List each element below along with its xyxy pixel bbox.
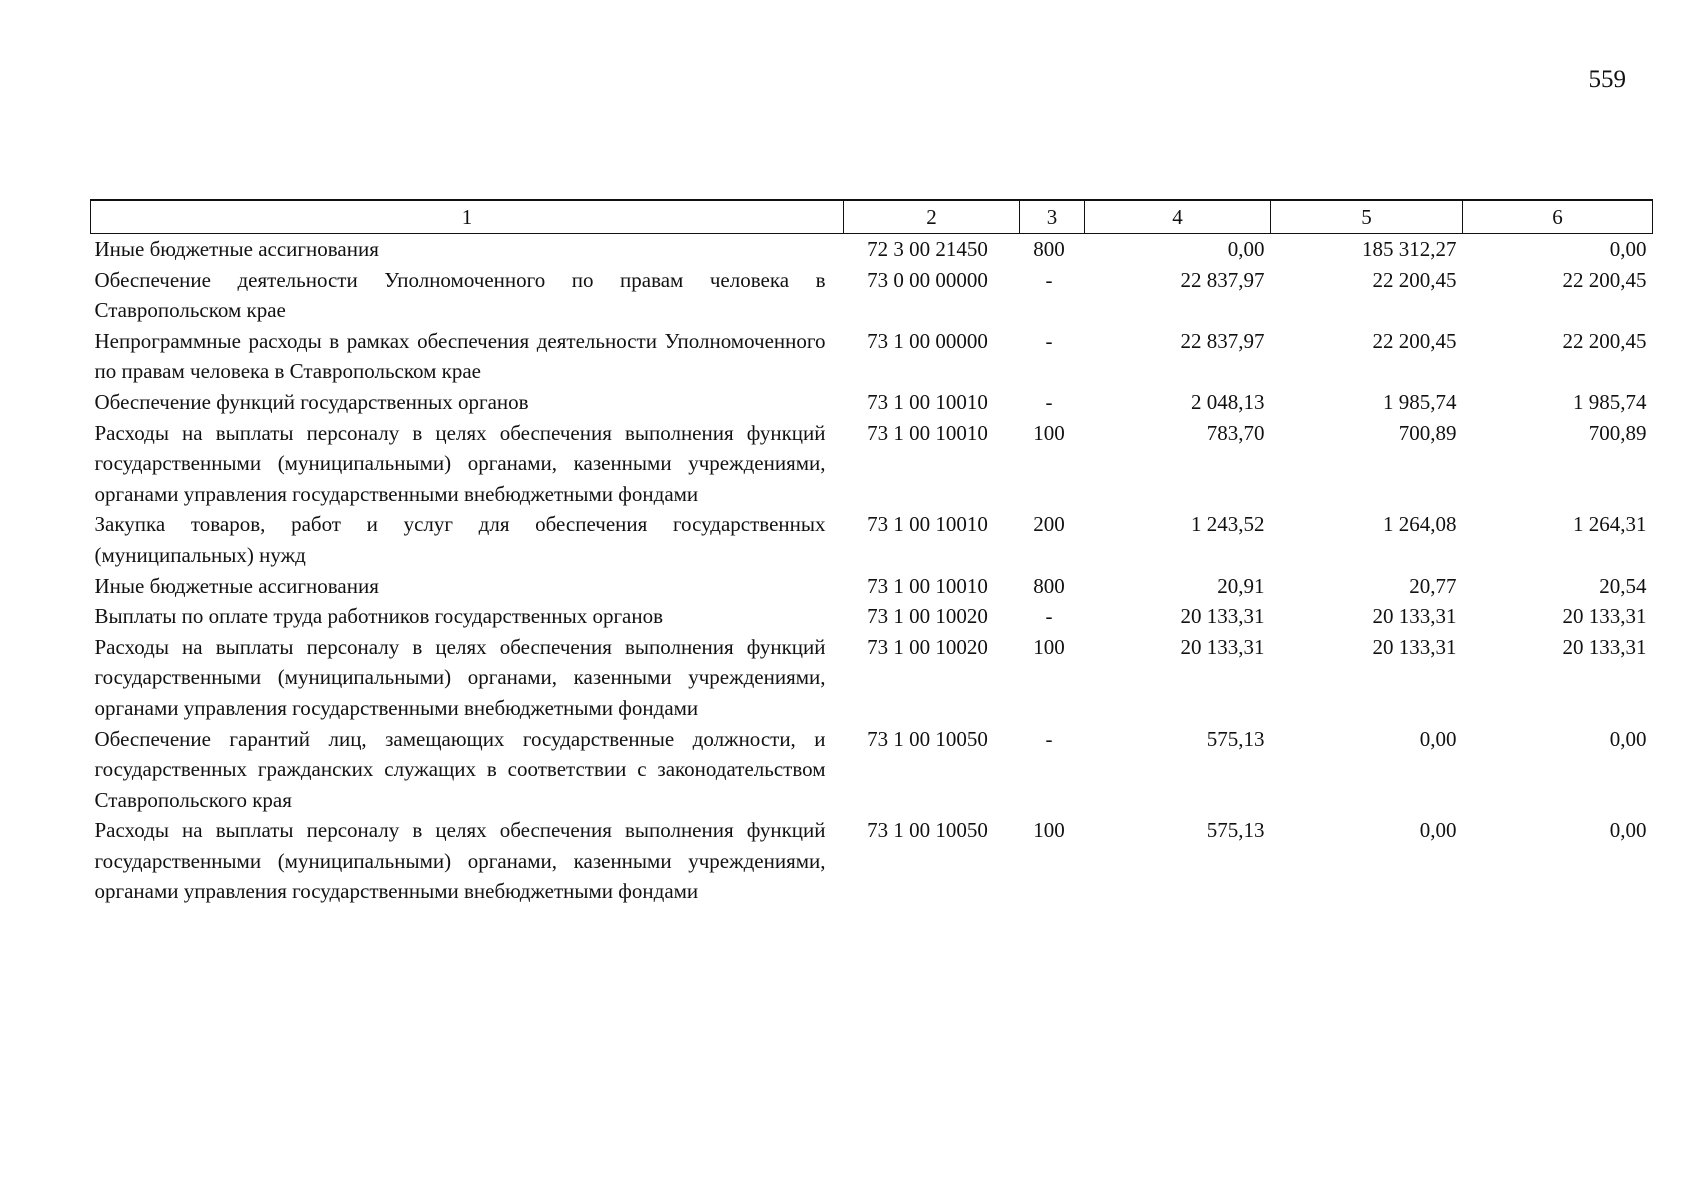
row-name-cell: Расходы на выплаты персоналу в целях обеспечения выполнения функций государственными (муниципальными) органами, казенными учреждениями, органами управления государственными внебюджетными фондами	[94, 420, 826, 506]
row-code-cell: 73 1 00 10020	[867, 634, 988, 659]
row-value-5-cell: 1 264,08	[1383, 512, 1457, 537]
table-header	[91, 200, 1653, 234]
row-code-cell: 73 1 00 10050	[867, 726, 988, 751]
row-value-4-cell: 20 133,31	[1180, 634, 1265, 659]
row-code-cell: 73 1 00 10010	[867, 420, 988, 445]
row-name-cell: Обеспечение деятельности Уполномоченного по правам человека в Ставропольском крае	[94, 267, 826, 323]
row-name-cell: Выплаты по оплате труда работников государственных органов	[94, 604, 664, 629]
row-value-5-cell: 20,77	[1409, 573, 1457, 598]
table-row	[91, 601, 1653, 632]
row-value-4-cell: 1 243,52	[1191, 512, 1265, 537]
row-name-cell: Обеспечение функций государственных органов	[94, 389, 529, 414]
table-row	[91, 265, 1653, 326]
row-name-cell: Закупка товаров, работ и услуг для обеспечения государственных (муниципальных) нужд	[94, 512, 826, 567]
row-value-6-cell: 20 133,31	[1562, 634, 1647, 659]
row-type-cell: -	[1045, 726, 1053, 751]
row-value-5-cell: 20 133,31	[1372, 604, 1457, 629]
row-value-6-cell: 0,00	[1609, 237, 1647, 261]
row-value-6-cell: 0,00	[1609, 726, 1647, 751]
row-type-cell: 100	[1033, 420, 1065, 445]
table-row	[91, 234, 1653, 265]
table-row	[91, 632, 1653, 724]
row-type-cell: 800	[1033, 573, 1065, 598]
row-value-5-cell: 185 312,27	[1362, 237, 1457, 261]
table-body	[91, 234, 1653, 908]
row-code-cell: 73 1 00 10010	[867, 389, 988, 414]
column-header-2: 2	[844, 200, 1020, 234]
row-value-5-cell: 22 200,45	[1372, 267, 1457, 292]
row-code-cell: 73 1 00 10020	[867, 604, 988, 629]
row-value-6-cell: 20 133,31	[1562, 604, 1647, 629]
table-row	[91, 571, 1653, 602]
row-name-cell: Непрограммные расходы в рамках обеспечения деятельности Уполномоченного по правам человека в Ставропольском крае	[94, 328, 826, 384]
row-name-cell: Иные бюджетные ассигнования	[94, 573, 379, 598]
row-value-4-cell: 575,13	[1206, 818, 1265, 843]
row-type-cell: -	[1045, 267, 1053, 292]
column-header-5: 5	[1271, 200, 1463, 234]
row-name-cell: Обеспечение гарантий лиц, замещающих государственные должности, и государственных гражданских служащих в соответствии с законодательством Ставропольского края	[94, 726, 826, 812]
row-code-cell: 72 3 00 21450	[867, 237, 988, 261]
row-type-cell: 200	[1033, 512, 1065, 537]
row-code-cell: 73 1 00 00000	[867, 328, 988, 353]
row-value-4-cell: 22 837,97	[1180, 267, 1265, 292]
row-value-5-cell: 1 985,74	[1383, 389, 1457, 414]
table-row	[91, 418, 1653, 510]
row-type-cell: 100	[1033, 634, 1065, 659]
row-value-5-cell: 0,00	[1419, 818, 1457, 843]
row-value-4-cell: 0,00	[1227, 237, 1265, 261]
row-value-4-cell: 2 048,13	[1191, 389, 1265, 414]
row-name-cell: Расходы на выплаты персоналу в целях обеспечения выполнения функций государственными (муниципальными) органами, казенными учреждениями, органами управления государственными внебюджетными фондами	[94, 634, 826, 720]
row-value-5-cell: 20 133,31	[1372, 634, 1457, 659]
budget-table	[90, 199, 1653, 907]
table-row	[91, 387, 1653, 418]
row-type-cell: -	[1045, 604, 1053, 629]
column-header-3: 3	[1020, 200, 1085, 234]
header-row	[91, 200, 1653, 234]
table-row	[91, 509, 1653, 570]
row-value-4-cell: 575,13	[1206, 726, 1265, 751]
row-value-4-cell: 20 133,31	[1180, 604, 1265, 629]
row-code-cell: 73 1 00 10010	[867, 512, 988, 537]
table-row	[91, 815, 1653, 907]
row-value-6-cell: 0,00	[1609, 818, 1647, 843]
column-header-4: 4	[1085, 200, 1271, 234]
row-code-cell: 73 1 00 10010	[867, 573, 988, 598]
row-value-6-cell: 700,89	[1588, 420, 1647, 445]
row-name-cell: Иные бюджетные ассигнования	[94, 237, 379, 261]
page-number: 559	[1588, 66, 1626, 93]
column-header-1: 1	[91, 200, 844, 234]
row-type-cell: 800	[1033, 237, 1065, 261]
table-row	[91, 326, 1653, 387]
row-code-cell: 73 0 00 00000	[867, 267, 988, 292]
row-value-5-cell: 0,00	[1419, 726, 1457, 751]
row-value-6-cell: 1 264,31	[1573, 512, 1647, 537]
column-header-6: 6	[1463, 200, 1653, 234]
row-value-4-cell: 783,70	[1206, 420, 1265, 445]
budget-table-container	[90, 199, 1652, 907]
row-value-6-cell: 22 200,45	[1562, 328, 1647, 353]
row-type-cell: -	[1045, 389, 1053, 414]
row-value-6-cell: 22 200,45	[1562, 267, 1647, 292]
row-value-4-cell: 20,91	[1217, 573, 1265, 598]
row-value-6-cell: 1 985,74	[1573, 389, 1647, 414]
row-name-cell: Расходы на выплаты персоналу в целях обеспечения выполнения функций государственными (муниципальными) органами, казенными учреждениями, органами управления государственными внебюджетными фондами	[94, 818, 826, 904]
row-type-cell: -	[1045, 328, 1053, 353]
row-value-5-cell: 700,89	[1398, 420, 1457, 445]
row-type-cell: 100	[1033, 818, 1065, 843]
row-value-6-cell: 20,54	[1599, 573, 1647, 598]
row-value-5-cell: 22 200,45	[1372, 328, 1457, 353]
table-row	[91, 724, 1653, 816]
row-code-cell: 73 1 00 10050	[867, 818, 988, 843]
row-value-4-cell: 22 837,97	[1180, 328, 1265, 353]
